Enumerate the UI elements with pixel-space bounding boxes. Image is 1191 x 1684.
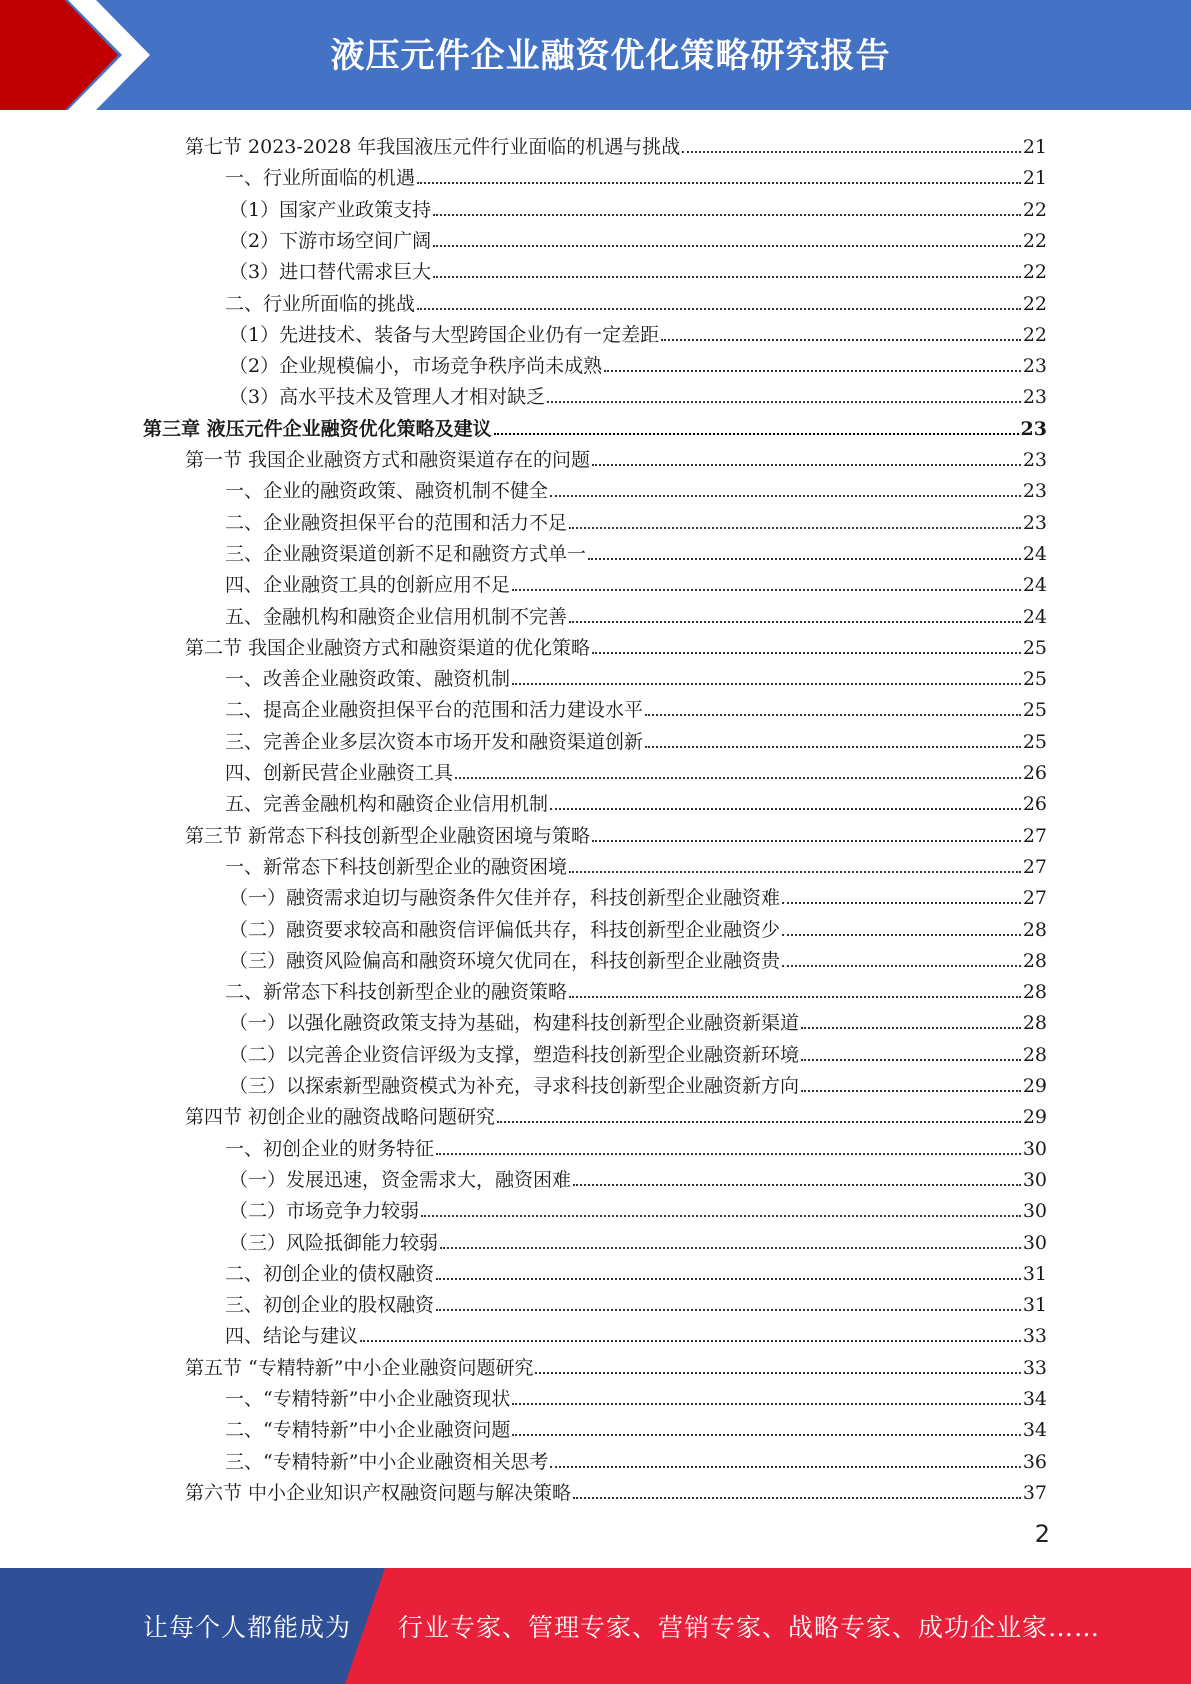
toc-leader-dots [433,245,1021,247]
toc-entry-page: 28 [1022,1012,1047,1035]
toc-entry[interactable] [225,1129,1047,1160]
toc-entry-label: 三、完善企业多层次资本市场开发和融资渠道创新 [225,730,644,753]
toc-leader-dots [592,464,1021,466]
toc-leader-dots [497,1121,1021,1123]
toc-entry-page: 25 [1022,636,1047,659]
toc-entry-label: 二、初创企业的债权融资 [225,1262,435,1285]
toc-entry-label: （二）市场竞争力较弱 [229,1200,420,1223]
toc-entry-label: （一）以强化融资政策支持为基础，构建科技创新型企业融资新渠道 [229,1012,800,1035]
page-number: 2 [1034,1520,1050,1548]
toc-entry[interactable] [185,816,1047,847]
toc-entry[interactable] [185,127,1047,158]
toc-leader-dots [573,1184,1021,1186]
toc-entry-page: 30 [1022,1231,1047,1254]
toc-entry-label: （三）融资风险偏高和融资环境欠优同在，科技创新型企业融资贵 [229,949,781,972]
toc-leader-dots [436,1278,1021,1280]
toc-entry-label: 三、企业融资渠道创新不足和融资方式单一 [225,542,587,565]
toc-entry[interactable] [225,1254,1047,1285]
toc-entry-label: 第四节 初创企业的融资战略问题研究 [185,1106,496,1129]
toc-leader-dots [782,902,1021,904]
toc-entry[interactable] [225,1316,1047,1347]
toc-leader-dots [782,965,1021,967]
toc-entry[interactable] [229,190,1047,221]
toc-leader-dots [512,683,1021,685]
toc-leader-dots [661,339,1021,341]
toc-entry-label: （一）融资需求迫切与融资条件欠佳并存，科技创新型企业融资难 [229,887,781,910]
toc-leader-dots [512,1403,1020,1405]
toc-entry-page: 30 [1022,1137,1047,1160]
toc-leader-dots [604,370,1021,372]
toc-entry-page: 22 [1022,198,1047,221]
toc-leader-dots [535,1372,1020,1374]
toc-entry-label: 一、改善企业融资政策、融资机制 [225,668,511,691]
toc-entry-page: 29 [1022,1075,1047,1097]
toc-entry-label: （一）发展迅速，资金需求大，融资困难 [229,1168,572,1191]
toc-entry-page: 25 [1022,730,1047,753]
toc-entry[interactable] [225,471,1047,502]
toc-entry-label: 第三章 液压元件企业融资优化策略及建议 [143,417,492,440]
toc-entry-page: 23 [1022,386,1047,409]
toc-entry-page: 28 [1022,1043,1047,1066]
toc-entry[interactable] [229,1160,1047,1191]
toc-leader-dots [592,652,1021,654]
toc-entry[interactable] [225,1442,1047,1473]
toc-entry-page: 33 [1022,1325,1047,1348]
toc-chapter-entry[interactable] [143,409,1047,440]
toc-entry[interactable] [229,252,1047,283]
toc-entry[interactable] [229,221,1047,252]
toc-entry[interactable] [229,1003,1047,1034]
toc-leader-dots [360,1340,1021,1342]
toc-leader-dots [569,621,1021,623]
toc-entry-label: 一、行业所面临的机遇 [225,167,416,190]
toc-entry-page: 21 [1022,167,1047,190]
toc-entry[interactable] [229,941,1047,972]
toc-entry[interactable] [225,565,1047,596]
toc-entry-page: 29 [1022,1106,1047,1129]
toc-entry[interactable] [229,1191,1047,1222]
toc-entry-page: 22 [1022,229,1047,252]
toc-entry-label: 二、“专精特新”中小企业融资问题 [225,1419,511,1442]
toc-entry-label: 四、结论与建议 [225,1325,359,1348]
toc-entry[interactable] [225,972,1047,1003]
toc-entry[interactable] [225,659,1047,690]
toc-entry-label: 一、新常态下科技创新型企业的融资困境 [225,855,568,878]
toc-leader-dots [550,1466,1020,1468]
toc-leader-dots [550,495,1021,497]
toc-entry[interactable] [225,722,1047,753]
toc-entry-label: 二、企业融资担保平台的范围和活力不足 [225,511,568,534]
toc-leader-dots [436,1309,1021,1311]
toc-entry-label: 四、创新民营企业融资工具 [225,762,454,784]
toc-entry-page: 22 [1022,323,1047,346]
toc-entry-label: 第七节 2023-2028 年我国液压元件行业面临的机遇与挑战 [185,136,681,158]
toc-entry[interactable] [229,1223,1047,1254]
toc-leader-dots [417,308,1021,310]
toc-leader-dots [645,714,1021,716]
toc-leader-dots [801,1027,1021,1029]
toc-entry[interactable] [229,346,1047,377]
toc-leader-dots [801,1090,1021,1092]
toc-entry-page: 30 [1022,1200,1047,1223]
toc-entry[interactable] [225,1285,1047,1316]
toc-leader-dots [433,214,1021,216]
toc-entry-label: 二、新常态下科技创新型企业的融资策略 [225,981,568,1004]
toc-entry-label: （2）企业规模偏小，市场竞争秩序尚未成熟 [229,355,603,378]
toc-entry-page: 36 [1022,1450,1047,1473]
toc-entry[interactable] [229,377,1047,408]
toc-entry-label: （1）国家产业政策支持 [229,198,432,221]
toc-leader-dots [645,746,1021,748]
toc-entry[interactable] [225,284,1047,315]
footer-slogan-right: 行业专家、管理专家、营销专家、战略专家、成功企业家…… [398,1613,1101,1642]
toc-leader-dots [573,1497,1021,1499]
toc-entry[interactable] [225,597,1047,628]
toc-entry-label: （三）风险抵御能力较弱 [229,1231,439,1254]
toc-entry-label: （二）以完善企业资信评级为支撑，塑造科技创新型企业融资新环境 [229,1043,800,1066]
toc-entry-label: 第一节 我国企业融资方式和融资渠道存在的问题 [185,449,591,471]
toc-entry-page: 28 [1022,918,1047,941]
toc-entry-page: 27 [1022,887,1047,910]
toc-entry[interactable] [229,1035,1047,1066]
toc-entry-label: 二、行业所面临的挑战 [225,292,416,315]
toc-entry[interactable] [185,1348,1047,1379]
toc-entry-page: 27 [1022,824,1047,847]
toc-entry-page: 22 [1022,261,1047,284]
toc-entry[interactable] [225,158,1047,189]
toc-entry[interactable] [225,1379,1047,1410]
toc-entry-label: 第五节 “专精特新”中小企业融资问题研究 [185,1356,534,1379]
toc-entry-page: 22 [1022,292,1047,315]
toc-entry[interactable] [225,690,1047,721]
toc-leader-dots [801,1059,1021,1061]
toc-entry-label: 五、金融机构和融资企业信用机制不完善 [225,605,568,628]
toc-entry[interactable] [185,1473,1047,1504]
toc-entry-label: 第六节 中小企业知识产权融资问题与解决策略 [185,1481,572,1504]
toc-entry-page: 31 [1022,1294,1047,1317]
toc-entry-page: 24 [1022,542,1047,565]
toc-entry[interactable] [229,878,1047,909]
toc-entry-label: 二、提高企业融资担保平台的范围和活力建设水平 [225,699,644,722]
toc-entry[interactable] [225,503,1047,534]
toc-entry[interactable] [229,910,1047,941]
toc-leader-dots [547,401,1021,403]
toc-entry[interactable] [185,440,1047,471]
toc-entry-label: （二）融资要求较高和融资信评偏低共存，科技创新型企业融资少 [229,918,781,941]
toc-entry-label: 五、完善金融机构和融资企业信用机制 [225,793,549,816]
toc-entry[interactable] [229,1066,1047,1097]
toc-entry-label: 三、“专精特新”中小企业融资相关思考 [225,1450,549,1473]
toc-entry-page: 37 [1022,1481,1047,1504]
toc-entry-page: 24 [1022,574,1047,597]
toc-entry-label: 四、企业融资工具的创新应用不足 [225,574,511,597]
toc-leader-dots [588,558,1021,560]
toc-leader-dots [440,1247,1021,1249]
toc-entry[interactable] [229,315,1047,346]
toc-leader-dots [682,151,1021,153]
toc-entry-page: 23 [1022,355,1047,378]
toc-entry-page: 23 [1020,417,1047,440]
toc-entry-page: 26 [1022,793,1047,816]
toc-leader-dots [569,871,1021,873]
toc-entry-label: 第二节 我国企业融资方式和融资渠道的优化策略 [185,636,591,659]
toc-leader-dots [433,276,1021,278]
toc-entry-label: （三）以探索新型融资模式为补充，寻求科技创新型企业融资新方向 [229,1075,800,1097]
toc-entry-page: 21 [1022,136,1047,158]
toc-leader-dots [512,589,1021,591]
toc-entry-page: 27 [1022,855,1047,878]
report-title: 液压元件企业融资优化策略研究报告 [330,36,891,76]
toc-entry-page: 28 [1022,981,1047,1004]
toc-entry[interactable] [225,753,1047,784]
toc-entry[interactable] [225,847,1047,878]
toc-entry-label: 三、初创企业的股权融资 [225,1294,435,1317]
page-header [0,0,1191,110]
toc-entry-page: 23 [1022,511,1047,534]
toc-entry-page: 25 [1022,699,1047,722]
toc-leader-dots [569,527,1021,529]
toc-entry-page: 26 [1022,762,1047,784]
toc-entry-label: （3）进口替代需求巨大 [229,261,432,284]
toc-entry-label: 一、企业的融资政策、融资机制不健全 [225,480,549,503]
toc-entry-page: 28 [1022,949,1047,972]
toc-leader-dots [421,1215,1021,1217]
toc-leader-dots [512,1434,1020,1436]
toc-entry-page: 34 [1022,1419,1047,1442]
toc-entry[interactable] [185,628,1047,659]
footer-slogan-left: 让每个人都能成为 [143,1613,352,1642]
toc-entry-page: 24 [1022,605,1047,628]
toc-entry[interactable] [225,1410,1047,1441]
toc-entry-page: 25 [1022,668,1047,691]
toc-leader-dots [494,433,1019,435]
toc-leader-dots [436,1153,1021,1155]
toc-leader-dots [455,777,1021,779]
toc-leader-dots [417,182,1021,184]
toc-leader-dots [569,996,1021,998]
toc-entry-label: 第三节 新常态下科技创新型企业融资困境与策略 [185,824,591,847]
toc-entry-page: 31 [1022,1262,1047,1285]
toc-entry-label: （3）高水平技术及管理人才相对缺乏 [229,386,546,409]
toc-leader-dots [782,934,1021,936]
toc-entry-page: 23 [1022,480,1047,503]
toc-leader-dots [592,840,1021,842]
toc-entry[interactable] [185,1097,1047,1128]
toc-entry-page: 34 [1022,1388,1047,1410]
toc-entry-label: 一、“专精特新”中小企业融资现状 [225,1388,511,1410]
toc-entry-page: 23 [1022,449,1047,471]
toc-leader-dots [550,808,1021,810]
toc-entry-page: 30 [1022,1168,1047,1191]
toc-entry[interactable] [225,534,1047,565]
toc-entry-label: （1）先进技术、装备与大型跨国企业仍有一定差距 [229,323,660,346]
page-footer [0,1568,1191,1684]
toc-entry[interactable] [225,784,1047,815]
toc-entry-page: 33 [1022,1356,1047,1379]
toc-entry-label: 一、初创企业的财务特征 [225,1137,435,1160]
toc-entry-label: （2）下游市场空间广阔 [229,229,432,252]
